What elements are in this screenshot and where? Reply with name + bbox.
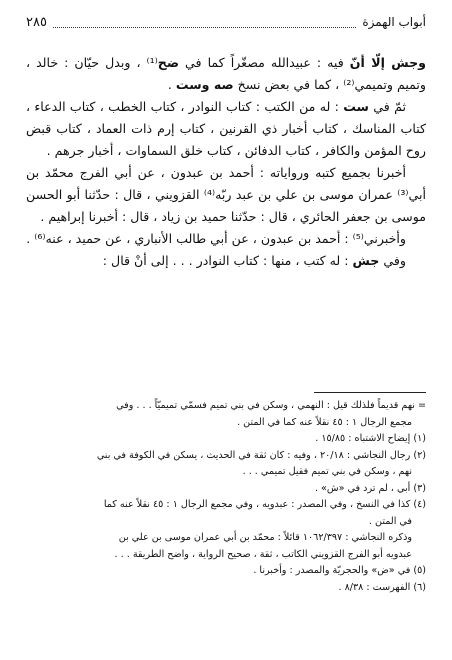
page-number: ٢٨٥ <box>26 14 47 30</box>
paragraph-2 <box>26 96 426 162</box>
footnote-5: (٥) في «ض» والحجريّة والمصدر : وأخبرنا . <box>253 565 426 576</box>
abbrev-bold: جش <box>352 253 380 268</box>
section-title: أبواب الهمزة <box>362 15 426 29</box>
header-dot-leader <box>53 17 356 28</box>
footnote-continued-line: مجمع الرجال ١ : ٤٥ نقلاً عنه كما في المتن . <box>237 416 412 428</box>
footnote-separator <box>314 392 426 393</box>
footnote-1: (١) إيضاح الاشتباه : ١٥/٨٥ . <box>315 433 426 444</box>
text-run: : له من الكتب : كتاب النوادر ، كتاب الخطب ، كتاب الدعاء ، كتاب المناسك ، كتاب أخبار ذي القرنين ، كتاب إرم ذات العماد ، كتاب قبض روح المؤمن والكافر ، كتاب الدفائن ، كتاب خلق السماوات ، أخبار جرهم . <box>26 99 426 158</box>
text-run: فيه : عبيدالله مصغّراً كما في <box>179 55 350 70</box>
running-header <box>26 12 426 32</box>
abbrev-bold: ضح <box>157 55 180 70</box>
footnote-2: (٢) رجال النجاشي : ٢٠/١٨ ، وفيه : كان ثقة في الحديث ، يسكن في الكوفة في بني <box>96 449 426 461</box>
footnote-2-line: نهم ، وسكن في بني تميم فقيل تميمي . . . <box>242 466 412 477</box>
footnote-4-line: عبدويه أبو الفرج القزويني الكاتب ، ثقة ، صحيح الرواية ، واضح الطريقة . . . <box>114 548 412 560</box>
abbrev-bold: صه وست <box>175 77 234 92</box>
paragraph-3: أخبرنا بجميع كتبه ورواياته : أحمد بن عبدون ، عن أبي الفرج محمّد بن أبي⁽³⁾ عمران موسى بن علي بن عبد ربّه⁽⁴⁾ القزويني ، قال : حدّثنا أبو الحسن موسى بن جعفر الحائري ، قال : حدّثنا حميد بن زياد ، قال : أخبرنا إبراهيم . <box>26 165 426 224</box>
paragraph-5 <box>26 250 426 272</box>
footnote-continued: = نهم قديماً فلذلك قيل : النهمي ، وسكن في بني تميم فسمّي تميميّاً . . . وفي <box>116 400 426 411</box>
text-run: . <box>167 77 176 92</box>
text-run: : له كتب ، منها : كتاب النوادر . . . إلى أنْ قال : <box>102 253 353 268</box>
footnote-4-line: في المتن . <box>368 515 412 527</box>
paragraph-4: وأخبرني⁽⁵⁾ : أحمد بن عبدون ، عن أبي طالب الأنباري ، عن حميد ، عنه⁽⁶⁾ . <box>26 231 406 246</box>
abbrev-bold: وجش إلّا أنّ <box>349 55 426 70</box>
main-text <box>26 52 426 272</box>
footnote-6: (٦) الفهرست : ٨/٣٨ . <box>338 581 426 593</box>
text-run: ⁽¹⁾ ، وبدل حيّان : خالد ، وتميم وتميمي⁽²⁾ ، كما في بعض نسخ <box>26 55 426 92</box>
footnote-4-line: وذكره النجاشي : ١٠٦٢/٣٩٧ قائلاً : محمّد بن أبي عمران موسى بن علي بن <box>118 532 412 543</box>
text-run: وفي <box>379 253 406 268</box>
paragraph-1 <box>26 52 426 96</box>
footnote-3: (٣) أبي ، لم ترد في «ش» . <box>314 482 426 494</box>
footnotes <box>26 398 426 596</box>
text-run: ثمّ في <box>368 99 406 114</box>
footnote-4: (٤) كذا في النسخ ، وفي المصدر : عبدويه ، وفي مجمع الرجال ١ : ٤٥ نقلاً عنه كما <box>103 499 426 510</box>
abbrev-bold: ست <box>343 99 369 114</box>
